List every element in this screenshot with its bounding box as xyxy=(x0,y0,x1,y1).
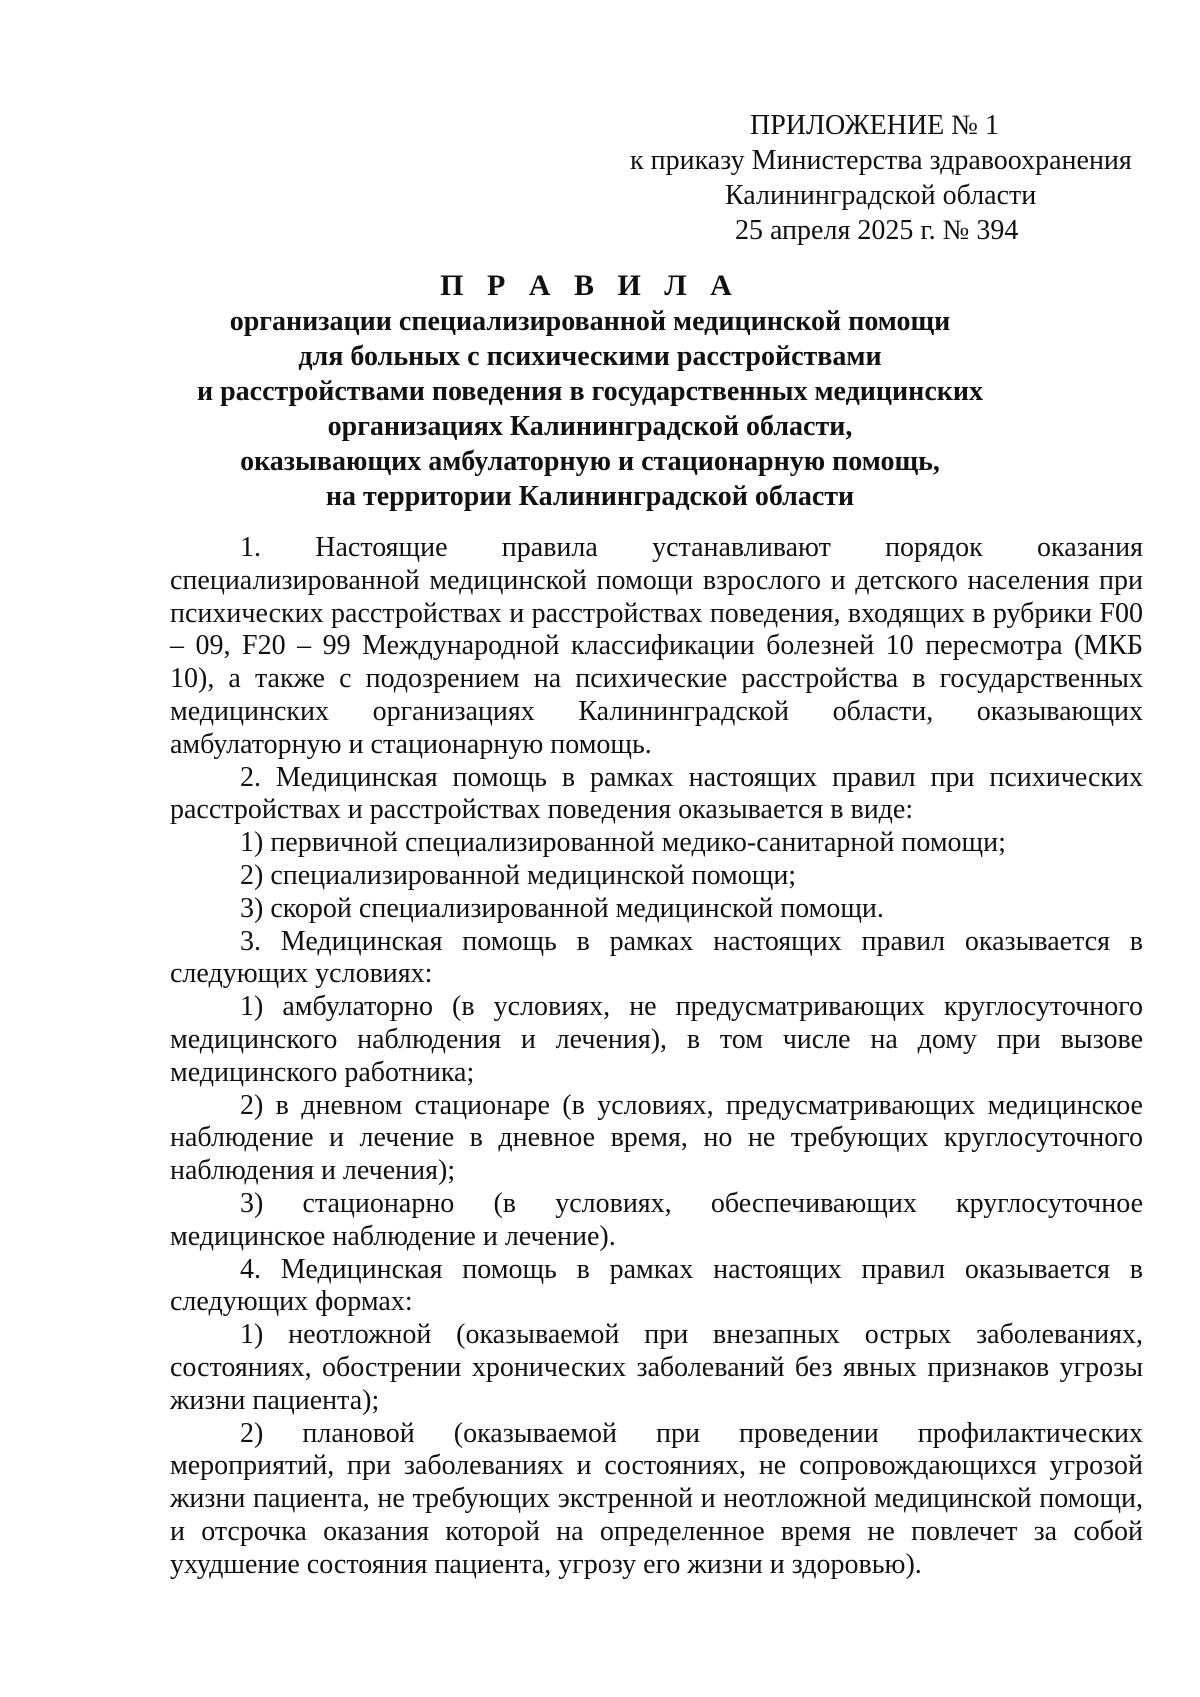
appendix-order-line: к приказу Министерства здравоохранения xyxy=(630,145,1132,176)
appendix-header xyxy=(620,108,1160,248)
document-body xyxy=(170,532,1143,1582)
paragraph-1: 1. Настоящие правила устанавливают порядок оказания специализированной медицинской помощи взрослого и детского населения при психических расстройствах и расстройствах поведения, входящих в рубрики F00 – 09, F20 – 99 Международной классификации болезней 10 пересмотра (МКБ 10), а также с подозрением на психические расстройства в государственных медицинских организациях Калининградской области, оказывающих амбулаторную и стационарную помощь. xyxy=(170,532,1143,760)
paragraph-3: 3. Медицинская помощь в рамках настоящих правил оказывается в следующих условиях: xyxy=(170,925,1143,990)
document-subtitle-line: оказывающих амбулаторную и стационарную помощь, xyxy=(240,446,940,477)
paragraph-2-item-1: 1) первичной специализированной медико-санитарной помощи; xyxy=(240,827,1006,859)
paragraph-3-item-2: 2) в дневном стационаре (в условиях, предусматривающих медицинское наблюдение и лечение в дневное время, но не требующих круглосуточного наблюдения и лечения); xyxy=(170,1089,1143,1187)
appendix-date-line: 25 апреля 2025 г. № 394 xyxy=(735,215,1019,246)
appendix-title: ПРИЛОЖЕНИЕ № 1 xyxy=(750,110,999,141)
appendix-region-line: Калининградской области xyxy=(725,180,1037,211)
paragraph-4-item-2: 2) плановой (оказываемой при проведении профилактических мероприятий, при заболеваниях и состояниях, не сопровождающихся угрозой жизни пациента, не требующих экстренной и неотложной медицинской помощи, и отсрочка оказания которой на определенное время не повлечет за собой ухудшение состояния пациента, угрозу его жизни и здоровью). xyxy=(170,1417,1143,1580)
paragraph-4: 4. Медицинская помощь в рамках настоящих правил оказывается в следующих формах: xyxy=(170,1253,1143,1318)
document-subtitle-line: на территории Калининградской области xyxy=(325,481,855,512)
paragraph-2-item-3: 3) скорой специализированной медицинской помощи. xyxy=(240,892,884,924)
paragraph-2-item-2: 2) специализированной медицинской помощи; xyxy=(240,859,797,891)
document-subtitle-line: организации специализированной медицинской помощи xyxy=(229,306,951,337)
document-title-block xyxy=(140,268,1040,514)
document-subtitle-line: организациях Калининградской области, xyxy=(327,411,853,442)
document-subtitle-line: и расстройствами поведения в государственных медицинских xyxy=(196,376,984,407)
paragraph-3-item-3: 3) стационарно (в условиях, обеспечивающих круглосуточное медицинское наблюдение и лечение). xyxy=(170,1187,1143,1252)
document-title: П Р А В И Л А xyxy=(440,269,740,302)
paragraph-3-item-1: 1) амбулаторно (в условиях, не предусматривающих круглосуточного медицинского наблюдения и лечения), в том числе на дому при вызове медицинского работника; xyxy=(170,991,1143,1088)
document-subtitle-line: для больных с психическими расстройствами xyxy=(298,341,882,372)
paragraph-4-item-1: 1) неотложной (оказываемой при внезапных острых заболеваниях, состояниях, обострении хронических заболеваний без явных признаков угрозы жизни пациента); xyxy=(170,1319,1143,1416)
paragraph-2: 2. Медицинская помощь в рамках настоящих правил при психических расстройствах и расстройствах поведения оказывается в виде: xyxy=(170,761,1143,826)
